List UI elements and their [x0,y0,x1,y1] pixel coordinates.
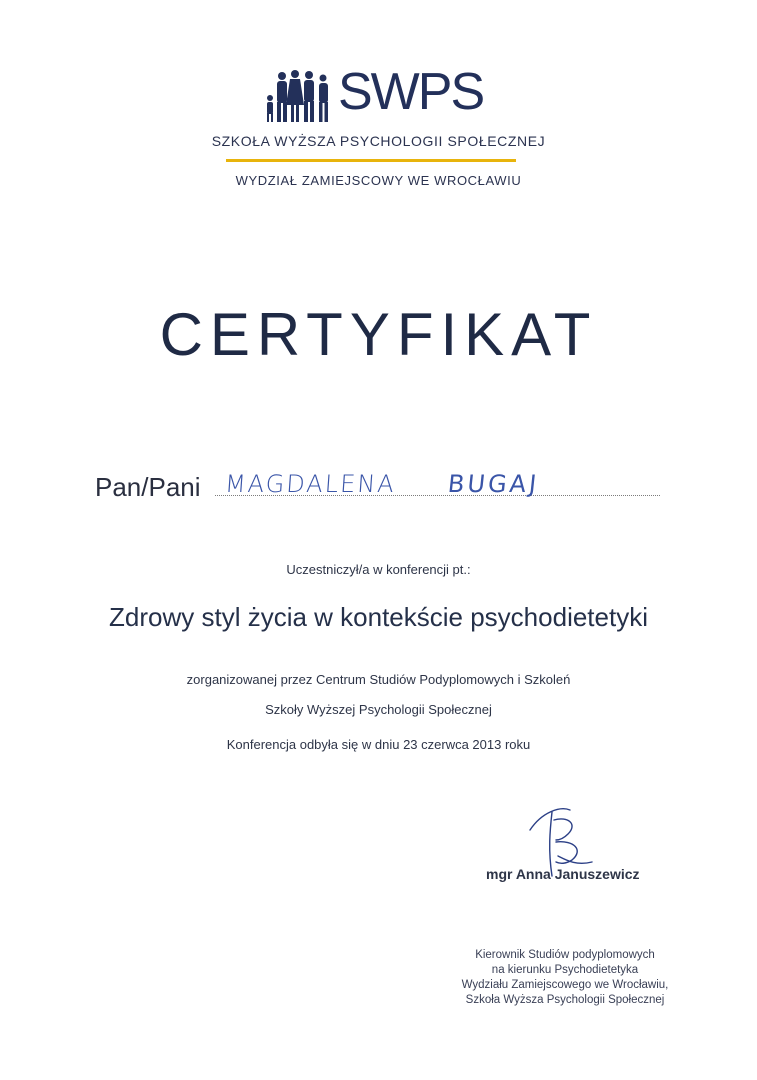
accent-divider [226,159,516,162]
signer-position-line: na kierunku Psychodietetyka [491,964,639,976]
logo-wordmark: SWPS [338,63,484,121]
certificate-title: CERTYFIKAT [159,301,598,368]
conference-title: Zdrowy styl życia w kontekście psychodietetyki [109,602,648,632]
signer-name: mgr Anna Januszewicz [486,866,640,882]
organizer-line-2: Szkoły Wyższej Psychologii Społecznej [265,702,492,717]
signer-position-line: Szkoła Wyższa Psychologii Społecznej [465,994,665,1006]
organizer-line-1: zorganizowanej przez Centrum Studiów Podyplomowych i Szkoleń [186,672,571,687]
signer-position-block [420,948,710,1008]
recipient-last-name: BUGAJ [446,470,541,498]
school-name: SZKOŁA WYŻSZA PSYCHOLOGII SPOŁECZNEJ [211,133,546,149]
recipient-first-name: MAGDALENA [224,470,397,498]
signer-position-line: Wydziału Zamiejscowego we Wrocławiu, [461,979,669,991]
signer-position-line: Kierownik Studiów podyplomowych [475,949,655,961]
swps-logo [262,63,494,126]
participation-statement: Uczestniczył/a w konferencji pt.: [286,562,471,577]
faculty-name: WYDZIAŁ ZAMIEJSCOWY WE WROCŁAWIU [235,173,522,188]
recipient-label: Pan/Pani [95,472,201,502]
conference-date: Konferencja odbyła się w dniu 23 czerwca 2013 roku [226,737,531,752]
people-family-icon [262,68,334,124]
